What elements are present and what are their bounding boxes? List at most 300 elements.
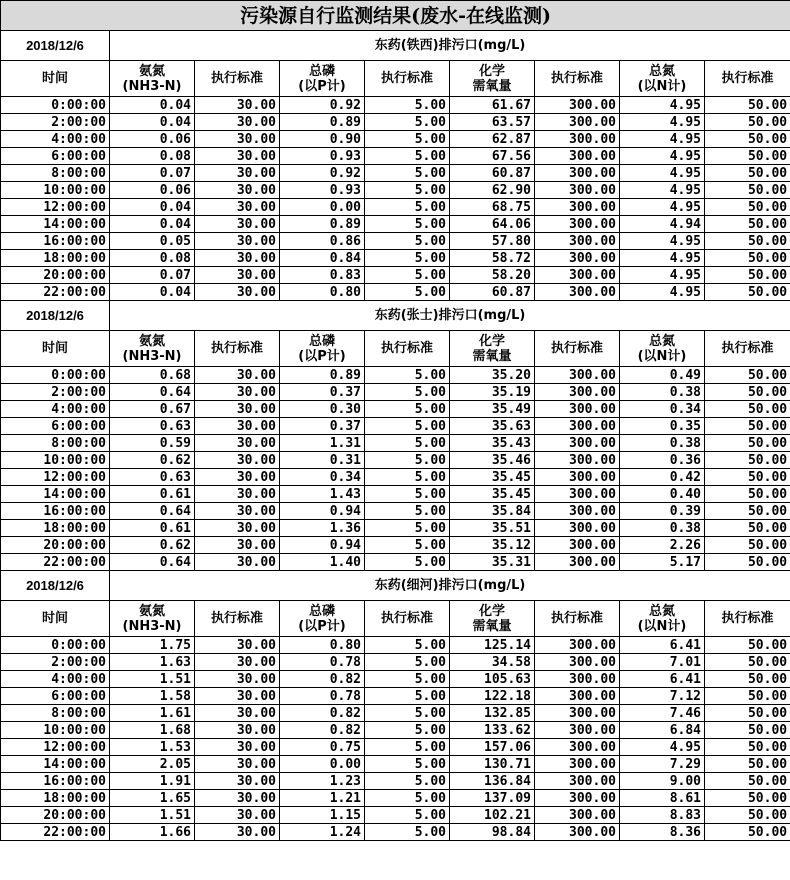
cell-total-nitrogen: 0.39 bbox=[620, 503, 705, 520]
table-row bbox=[1, 216, 790, 233]
cell-cod: 132.85 bbox=[450, 705, 535, 722]
section-date: 2018/12/6 bbox=[1, 571, 110, 601]
cell-cod-standard: 300.00 bbox=[535, 486, 620, 503]
cell-total-phosphorus: 1.31 bbox=[280, 435, 365, 452]
cell-cod: 35.84 bbox=[450, 503, 535, 520]
cell-tp-standard: 5.00 bbox=[365, 739, 450, 756]
cell-tn-standard: 50.00 bbox=[705, 688, 790, 705]
header-line-2: (以N计) bbox=[637, 618, 687, 634]
cell-cod-standard: 300.00 bbox=[535, 520, 620, 537]
cell-nh3n-standard: 30.00 bbox=[195, 284, 280, 301]
cell-total-phosphorus: 1.23 bbox=[280, 773, 365, 790]
table-row bbox=[1, 486, 790, 503]
cell-total-nitrogen: 8.36 bbox=[620, 824, 705, 841]
cell-tp-standard: 5.00 bbox=[365, 267, 450, 284]
cell-cod: 105.63 bbox=[450, 671, 535, 688]
cell-nh3n-standard: 30.00 bbox=[195, 97, 280, 114]
header-line-1: 执行标准 bbox=[210, 611, 263, 626]
cell-cod-standard: 300.00 bbox=[535, 503, 620, 520]
cell-nh3n: 1.58 bbox=[110, 688, 195, 705]
cell-cod-standard: 300.00 bbox=[535, 756, 620, 773]
cell-total-nitrogen: 6.84 bbox=[620, 722, 705, 739]
cell-cod: 136.84 bbox=[450, 773, 535, 790]
table-row bbox=[1, 367, 790, 384]
cell-cod: 133.62 bbox=[450, 722, 535, 739]
cell-cod-standard: 300.00 bbox=[535, 367, 620, 384]
cell-total-nitrogen: 4.95 bbox=[620, 284, 705, 301]
cell-nh3n: 1.68 bbox=[110, 722, 195, 739]
header-line-1: 执行标准 bbox=[721, 341, 774, 356]
cell-total-nitrogen: 4.95 bbox=[620, 114, 705, 131]
cell-tp-standard: 5.00 bbox=[365, 520, 450, 537]
header-line-1: 执行标准 bbox=[550, 341, 603, 356]
header-line-1: 时间 bbox=[41, 341, 68, 356]
cell-nh3n: 0.64 bbox=[110, 554, 195, 571]
cell-tn-standard: 50.00 bbox=[705, 503, 790, 520]
cell-nh3n-standard: 30.00 bbox=[195, 807, 280, 824]
cell-nh3n: 0.04 bbox=[110, 216, 195, 233]
cell-nh3n-standard: 30.00 bbox=[195, 654, 280, 671]
cell-total-nitrogen: 0.38 bbox=[620, 384, 705, 401]
cell-total-nitrogen: 0.49 bbox=[620, 367, 705, 384]
header-total-nitrogen bbox=[620, 61, 705, 97]
cell-nh3n: 0.04 bbox=[110, 199, 195, 216]
cell-total-nitrogen: 6.41 bbox=[620, 637, 705, 654]
cell-nh3n: 0.61 bbox=[110, 520, 195, 537]
cell-nh3n: 0.62 bbox=[110, 537, 195, 554]
header-line-1: 执行标准 bbox=[550, 611, 603, 626]
cell-total-phosphorus: 1.24 bbox=[280, 824, 365, 841]
cell-time: 2:00:00 bbox=[1, 384, 110, 401]
cell-time: 2:00:00 bbox=[1, 654, 110, 671]
cell-nh3n-standard: 30.00 bbox=[195, 418, 280, 435]
cell-time: 18:00:00 bbox=[1, 790, 110, 807]
cell-time: 6:00:00 bbox=[1, 148, 110, 165]
cell-total-phosphorus: 0.89 bbox=[280, 114, 365, 131]
cell-tn-standard: 50.00 bbox=[705, 790, 790, 807]
cell-time: 2:00:00 bbox=[1, 114, 110, 131]
cell-cod: 35.46 bbox=[450, 452, 535, 469]
table-row bbox=[1, 688, 790, 705]
cell-cod-standard: 300.00 bbox=[535, 705, 620, 722]
cell-nh3n-standard: 30.00 bbox=[195, 199, 280, 216]
cell-nh3n: 1.61 bbox=[110, 705, 195, 722]
cell-nh3n: 0.62 bbox=[110, 452, 195, 469]
cell-nh3n-standard: 30.00 bbox=[195, 114, 280, 131]
header-tp-standard bbox=[365, 331, 450, 367]
cell-tp-standard: 5.00 bbox=[365, 233, 450, 250]
cell-total-nitrogen: 8.61 bbox=[620, 790, 705, 807]
header-line-1: 执行标准 bbox=[721, 71, 774, 86]
table-row bbox=[1, 199, 790, 216]
header-tn-standard bbox=[705, 61, 790, 97]
cell-cod-standard: 300.00 bbox=[535, 654, 620, 671]
cell-nh3n: 0.59 bbox=[110, 435, 195, 452]
cell-nh3n-standard: 30.00 bbox=[195, 688, 280, 705]
table-row bbox=[1, 722, 790, 739]
header-line-1: 化学 bbox=[478, 63, 505, 79]
cell-tp-standard: 5.00 bbox=[365, 97, 450, 114]
cell-time: 4:00:00 bbox=[1, 401, 110, 418]
table-row bbox=[1, 401, 790, 418]
cell-tn-standard: 50.00 bbox=[705, 452, 790, 469]
cell-total-phosphorus: 0.82 bbox=[280, 705, 365, 722]
table-row bbox=[1, 756, 790, 773]
cell-nh3n: 1.63 bbox=[110, 654, 195, 671]
table-row bbox=[1, 637, 790, 654]
header-cod bbox=[450, 61, 535, 97]
sheet-title: 污染源自行监测结果(废水-在线监测) bbox=[1, 1, 790, 31]
header-line-1: 执行标准 bbox=[210, 341, 263, 356]
cell-cod: 61.67 bbox=[450, 97, 535, 114]
cell-tn-standard: 50.00 bbox=[705, 554, 790, 571]
cell-nh3n-standard: 30.00 bbox=[195, 520, 280, 537]
cell-total-phosphorus: 0.75 bbox=[280, 739, 365, 756]
cell-tp-standard: 5.00 bbox=[365, 637, 450, 654]
cell-nh3n: 0.04 bbox=[110, 114, 195, 131]
cell-nh3n-standard: 30.00 bbox=[195, 554, 280, 571]
cell-total-nitrogen: 4.95 bbox=[620, 233, 705, 250]
cell-cod: 60.87 bbox=[450, 165, 535, 182]
header-cod bbox=[450, 601, 535, 637]
cell-total-phosphorus: 0.92 bbox=[280, 165, 365, 182]
header-line-1: 执行标准 bbox=[380, 341, 433, 356]
cell-cod: 35.19 bbox=[450, 384, 535, 401]
cell-total-phosphorus: 0.80 bbox=[280, 284, 365, 301]
cell-nh3n-standard: 30.00 bbox=[195, 367, 280, 384]
cell-time: 10:00:00 bbox=[1, 452, 110, 469]
cell-total-phosphorus: 1.40 bbox=[280, 554, 365, 571]
cell-total-nitrogen: 4.95 bbox=[620, 199, 705, 216]
cell-cod: 125.14 bbox=[450, 637, 535, 654]
cell-cod: 58.20 bbox=[450, 267, 535, 284]
section-heading-row-tiexi bbox=[1, 31, 790, 61]
cell-total-phosphorus: 1.21 bbox=[280, 790, 365, 807]
cell-cod: 35.45 bbox=[450, 469, 535, 486]
cell-time: 20:00:00 bbox=[1, 537, 110, 554]
cell-time: 10:00:00 bbox=[1, 722, 110, 739]
cell-total-phosphorus: 1.43 bbox=[280, 486, 365, 503]
cell-nh3n-standard: 30.00 bbox=[195, 537, 280, 554]
cell-nh3n: 1.66 bbox=[110, 824, 195, 841]
cell-tn-standard: 50.00 bbox=[705, 520, 790, 537]
header-line-1: 总氮 bbox=[648, 603, 675, 619]
cell-cod-standard: 300.00 bbox=[535, 637, 620, 654]
header-total-phosphorus bbox=[280, 331, 365, 367]
cell-total-phosphorus: 0.83 bbox=[280, 267, 365, 284]
cell-total-nitrogen: 7.29 bbox=[620, 756, 705, 773]
header-cod-standard bbox=[535, 601, 620, 637]
table-row bbox=[1, 554, 790, 571]
cell-total-phosphorus: 0.94 bbox=[280, 503, 365, 520]
cell-tn-standard: 50.00 bbox=[705, 165, 790, 182]
cell-tp-standard: 5.00 bbox=[365, 486, 450, 503]
cell-total-nitrogen: 0.35 bbox=[620, 418, 705, 435]
cell-tp-standard: 5.00 bbox=[365, 367, 450, 384]
header-tn-standard bbox=[705, 601, 790, 637]
cell-time: 6:00:00 bbox=[1, 418, 110, 435]
cell-time: 16:00:00 bbox=[1, 773, 110, 790]
header-time bbox=[1, 331, 110, 367]
cell-cod-standard: 300.00 bbox=[535, 384, 620, 401]
cell-nh3n: 1.75 bbox=[110, 637, 195, 654]
cell-total-phosphorus: 0.37 bbox=[280, 384, 365, 401]
cell-total-phosphorus: 0.82 bbox=[280, 722, 365, 739]
header-tn-standard bbox=[705, 331, 790, 367]
header-line-2: (以N计) bbox=[637, 348, 687, 364]
cell-cod: 64.06 bbox=[450, 216, 535, 233]
cell-total-phosphorus: 0.30 bbox=[280, 401, 365, 418]
cell-time: 4:00:00 bbox=[1, 131, 110, 148]
cell-tn-standard: 50.00 bbox=[705, 216, 790, 233]
table-row bbox=[1, 148, 790, 165]
cell-total-nitrogen: 7.01 bbox=[620, 654, 705, 671]
table-row bbox=[1, 537, 790, 554]
header-line-2: 需氧量 bbox=[472, 78, 512, 94]
cell-nh3n-standard: 30.00 bbox=[195, 216, 280, 233]
cell-cod: 60.87 bbox=[450, 284, 535, 301]
cell-total-phosphorus: 0.89 bbox=[280, 216, 365, 233]
header-total-phosphorus bbox=[280, 61, 365, 97]
cell-nh3n-standard: 30.00 bbox=[195, 148, 280, 165]
cell-cod: 35.31 bbox=[450, 554, 535, 571]
section-heading-row-zhangshi bbox=[1, 301, 790, 331]
header-cod-standard bbox=[535, 331, 620, 367]
header-line-2: 需氧量 bbox=[472, 618, 512, 634]
header-line-1: 执行标准 bbox=[550, 71, 603, 86]
cell-cod-standard: 300.00 bbox=[535, 199, 620, 216]
cell-total-nitrogen: 6.41 bbox=[620, 671, 705, 688]
cell-tn-standard: 50.00 bbox=[705, 469, 790, 486]
cell-cod-standard: 300.00 bbox=[535, 452, 620, 469]
cell-nh3n-standard: 30.00 bbox=[195, 469, 280, 486]
cell-cod: 62.87 bbox=[450, 131, 535, 148]
table-row bbox=[1, 182, 790, 199]
outfall-name: 东药(铁西)排污口(mg/L) bbox=[110, 31, 790, 61]
table-row bbox=[1, 250, 790, 267]
header-line-1: 总磷 bbox=[308, 333, 335, 349]
cell-nh3n-standard: 30.00 bbox=[195, 671, 280, 688]
cell-cod-standard: 300.00 bbox=[535, 773, 620, 790]
cell-cod: 67.56 bbox=[450, 148, 535, 165]
cell-total-phosphorus: 0.90 bbox=[280, 131, 365, 148]
cell-time: 8:00:00 bbox=[1, 165, 110, 182]
table-row bbox=[1, 267, 790, 284]
cell-time: 14:00:00 bbox=[1, 216, 110, 233]
header-line-1: 氨氮 bbox=[138, 603, 165, 619]
table-row bbox=[1, 469, 790, 486]
cell-time: 22:00:00 bbox=[1, 824, 110, 841]
cell-total-nitrogen: 4.95 bbox=[620, 182, 705, 199]
header-line-2: 需氧量 bbox=[472, 348, 512, 364]
header-line-1: 执行标准 bbox=[380, 611, 433, 626]
cell-tn-standard: 50.00 bbox=[705, 722, 790, 739]
cell-nh3n: 0.68 bbox=[110, 367, 195, 384]
cell-nh3n-standard: 30.00 bbox=[195, 452, 280, 469]
cell-tn-standard: 50.00 bbox=[705, 114, 790, 131]
cell-total-nitrogen: 4.95 bbox=[620, 267, 705, 284]
cell-time: 4:00:00 bbox=[1, 671, 110, 688]
header-nh3n bbox=[110, 601, 195, 637]
cell-tn-standard: 50.00 bbox=[705, 131, 790, 148]
cell-time: 0:00:00 bbox=[1, 637, 110, 654]
cell-tp-standard: 5.00 bbox=[365, 537, 450, 554]
cell-tp-standard: 5.00 bbox=[365, 790, 450, 807]
header-line-1: 氨氮 bbox=[138, 333, 165, 349]
cell-nh3n: 1.65 bbox=[110, 790, 195, 807]
header-nh3n bbox=[110, 331, 195, 367]
cell-total-phosphorus: 0.93 bbox=[280, 148, 365, 165]
cell-total-nitrogen: 7.46 bbox=[620, 705, 705, 722]
table-row bbox=[1, 654, 790, 671]
cell-nh3n: 0.05 bbox=[110, 233, 195, 250]
cell-cod-standard: 300.00 bbox=[535, 537, 620, 554]
cell-time: 20:00:00 bbox=[1, 267, 110, 284]
cell-tp-standard: 5.00 bbox=[365, 384, 450, 401]
header-line-1: 总磷 bbox=[308, 603, 335, 619]
cell-tn-standard: 50.00 bbox=[705, 637, 790, 654]
cell-nh3n: 0.61 bbox=[110, 486, 195, 503]
header-line-2: (以P计) bbox=[298, 618, 346, 634]
cell-cod-standard: 300.00 bbox=[535, 469, 620, 486]
cell-nh3n: 0.07 bbox=[110, 267, 195, 284]
cell-cod-standard: 300.00 bbox=[535, 790, 620, 807]
cell-tn-standard: 50.00 bbox=[705, 182, 790, 199]
header-line-1: 执行标准 bbox=[721, 611, 774, 626]
cell-tp-standard: 5.00 bbox=[365, 131, 450, 148]
table-row bbox=[1, 790, 790, 807]
cell-total-phosphorus: 0.78 bbox=[280, 688, 365, 705]
cell-time: 0:00:00 bbox=[1, 97, 110, 114]
cell-total-nitrogen: 0.36 bbox=[620, 452, 705, 469]
header-line-1: 化学 bbox=[478, 333, 505, 349]
header-total-nitrogen bbox=[620, 331, 705, 367]
cell-tp-standard: 5.00 bbox=[365, 824, 450, 841]
cell-total-nitrogen: 0.34 bbox=[620, 401, 705, 418]
cell-cod-standard: 300.00 bbox=[535, 182, 620, 199]
cell-tp-standard: 5.00 bbox=[365, 114, 450, 131]
cell-nh3n: 0.08 bbox=[110, 250, 195, 267]
outfall-name: 东药(细河)排污口(mg/L) bbox=[110, 571, 790, 601]
column-header-row bbox=[1, 601, 790, 637]
cell-cod-standard: 300.00 bbox=[535, 401, 620, 418]
header-nh3n-standard bbox=[195, 331, 280, 367]
cell-cod-standard: 300.00 bbox=[535, 284, 620, 301]
cell-cod-standard: 300.00 bbox=[535, 165, 620, 182]
cell-time: 12:00:00 bbox=[1, 469, 110, 486]
header-time bbox=[1, 601, 110, 637]
cell-total-phosphorus: 0.00 bbox=[280, 199, 365, 216]
header-line-2: (以P计) bbox=[298, 78, 346, 94]
cell-tp-standard: 5.00 bbox=[365, 654, 450, 671]
cell-tp-standard: 5.00 bbox=[365, 705, 450, 722]
cell-nh3n-standard: 30.00 bbox=[195, 824, 280, 841]
cell-tn-standard: 50.00 bbox=[705, 384, 790, 401]
header-line-1: 总氮 bbox=[648, 333, 675, 349]
cell-cod-standard: 300.00 bbox=[535, 250, 620, 267]
header-line-1: 化学 bbox=[478, 603, 505, 619]
table-row bbox=[1, 165, 790, 182]
cell-tp-standard: 5.00 bbox=[365, 401, 450, 418]
cell-cod-standard: 300.00 bbox=[535, 554, 620, 571]
cell-time: 10:00:00 bbox=[1, 182, 110, 199]
cell-tp-standard: 5.00 bbox=[365, 688, 450, 705]
cell-tp-standard: 5.00 bbox=[365, 554, 450, 571]
header-line-2: (以P计) bbox=[298, 348, 346, 364]
cell-total-nitrogen: 4.95 bbox=[620, 250, 705, 267]
cell-total-nitrogen: 2.26 bbox=[620, 537, 705, 554]
cell-cod: 98.84 bbox=[450, 824, 535, 841]
cell-tp-standard: 5.00 bbox=[365, 250, 450, 267]
cell-cod-standard: 300.00 bbox=[535, 671, 620, 688]
table-row bbox=[1, 114, 790, 131]
cell-cod: 122.18 bbox=[450, 688, 535, 705]
cell-total-phosphorus: 0.86 bbox=[280, 233, 365, 250]
cell-nh3n: 1.51 bbox=[110, 807, 195, 824]
cell-nh3n-standard: 30.00 bbox=[195, 503, 280, 520]
header-total-phosphorus bbox=[280, 601, 365, 637]
cell-nh3n: 0.06 bbox=[110, 182, 195, 199]
table-row bbox=[1, 97, 790, 114]
cell-total-phosphorus: 0.89 bbox=[280, 367, 365, 384]
cell-total-nitrogen: 0.40 bbox=[620, 486, 705, 503]
cell-time: 16:00:00 bbox=[1, 233, 110, 250]
cell-cod: 63.57 bbox=[450, 114, 535, 131]
cell-tn-standard: 50.00 bbox=[705, 756, 790, 773]
cell-nh3n: 0.04 bbox=[110, 97, 195, 114]
cell-total-phosphorus: 0.94 bbox=[280, 537, 365, 554]
cell-cod: 35.12 bbox=[450, 537, 535, 554]
cell-cod-standard: 300.00 bbox=[535, 233, 620, 250]
table-row bbox=[1, 824, 790, 841]
cell-tn-standard: 50.00 bbox=[705, 824, 790, 841]
cell-cod-standard: 300.00 bbox=[535, 435, 620, 452]
cell-total-nitrogen: 4.95 bbox=[620, 97, 705, 114]
cell-time: 8:00:00 bbox=[1, 435, 110, 452]
cell-total-nitrogen: 0.42 bbox=[620, 469, 705, 486]
table-row bbox=[1, 435, 790, 452]
cell-tp-standard: 5.00 bbox=[365, 452, 450, 469]
header-total-nitrogen bbox=[620, 601, 705, 637]
cell-total-nitrogen: 0.38 bbox=[620, 520, 705, 537]
header-line-1: 总磷 bbox=[308, 63, 335, 79]
cell-tn-standard: 50.00 bbox=[705, 418, 790, 435]
cell-total-phosphorus: 0.80 bbox=[280, 637, 365, 654]
cell-cod: 35.20 bbox=[450, 367, 535, 384]
header-cod bbox=[450, 331, 535, 367]
cell-cod: 57.80 bbox=[450, 233, 535, 250]
cell-time: 6:00:00 bbox=[1, 688, 110, 705]
section-date: 2018/12/6 bbox=[1, 301, 110, 331]
cell-cod: 35.51 bbox=[450, 520, 535, 537]
cell-nh3n: 0.04 bbox=[110, 284, 195, 301]
cell-total-phosphorus: 0.93 bbox=[280, 182, 365, 199]
header-line-2: (以N计) bbox=[637, 78, 687, 94]
column-header-row bbox=[1, 61, 790, 97]
cell-cod: 130.71 bbox=[450, 756, 535, 773]
cell-tn-standard: 50.00 bbox=[705, 739, 790, 756]
header-line-2: (NH3-N) bbox=[122, 348, 182, 364]
cell-nh3n: 1.91 bbox=[110, 773, 195, 790]
header-time bbox=[1, 61, 110, 97]
table-row bbox=[1, 418, 790, 435]
cell-tp-standard: 5.00 bbox=[365, 671, 450, 688]
cell-total-nitrogen: 5.17 bbox=[620, 554, 705, 571]
cell-nh3n: 0.08 bbox=[110, 148, 195, 165]
cell-time: 0:00:00 bbox=[1, 367, 110, 384]
section-heading-row-xihe bbox=[1, 571, 790, 601]
cell-nh3n-standard: 30.00 bbox=[195, 250, 280, 267]
